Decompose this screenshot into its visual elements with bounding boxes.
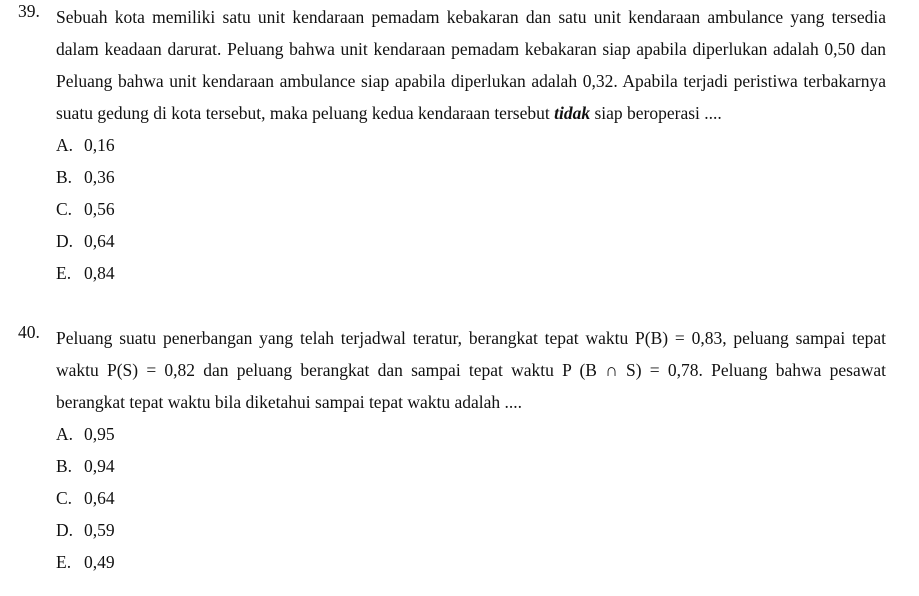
option-value: 0,64 (84, 231, 115, 251)
option-letter: A. (56, 424, 74, 444)
option-d[interactable] (56, 225, 886, 257)
option-letter: E. (56, 263, 72, 283)
question-number: 39. (18, 1, 40, 21)
option-letter: D. (56, 231, 74, 251)
option-value: 0,16 (84, 135, 115, 155)
option-e[interactable] (56, 257, 886, 289)
option-value: 0,36 (84, 167, 115, 187)
option-b[interactable] (56, 450, 886, 482)
question-number: 40. (18, 322, 40, 342)
question-40 (18, 322, 886, 596)
option-b[interactable] (56, 161, 886, 193)
option-letter: C. (56, 199, 73, 219)
option-value: 0,94 (84, 456, 115, 476)
option-letter: B. (56, 456, 73, 476)
option-value: 0,64 (84, 488, 115, 508)
option-value: 0,95 (84, 424, 115, 444)
option-c[interactable] (56, 193, 886, 225)
question-39 (18, 1, 886, 307)
option-letter: A. (56, 135, 74, 155)
question-text: Peluang suatu penerbangan yang telah terjadwal teratur, berangkat tepat waktu P(B) = 0,83, peluang sampai tepat waktu P(S) = 0,82 dan peluang berangkat dan sampai tepat waktu P (B ∩ S) = 0,78. Peluang bahwa pesawat berangkat tepat waktu bila diketahui sampai tepat waktu adalah .... (56, 328, 886, 412)
answer-options (56, 129, 886, 289)
option-d[interactable] (56, 514, 886, 546)
option-letter: C. (56, 488, 73, 508)
question-text-part: Sebuah kota memiliki satu unit kendaraan pemadam kebakaran dan satu unit kendaraan ambulance yang tersedia dalam keadaan darurat. Peluang bahwa unit kendaraan pemadam kebakaran siap apabila diperlukan adalah 0,50 dan Peluang bahwa unit kendaraan ambulance siap apabila diperlukan adalah 0,32. Apabila terjadi peristiwa terbakarnya suatu gedung di kota tersebut, maka peluang kedua kendaraan tersebut (56, 7, 886, 123)
question-emphasis: tidak (554, 103, 591, 123)
option-value: 0,84 (84, 263, 115, 283)
option-a[interactable] (56, 129, 886, 161)
option-c[interactable] (56, 482, 886, 514)
question-text (56, 1, 886, 129)
option-letter: D. (56, 520, 74, 540)
question-text-part: siap beroperasi .... (590, 103, 722, 123)
option-value: 0,49 (84, 552, 115, 572)
answer-options (56, 418, 886, 578)
option-letter: E. (56, 552, 72, 572)
option-e[interactable] (56, 546, 886, 578)
option-value: 0,59 (84, 520, 115, 540)
option-value: 0,56 (84, 199, 115, 219)
option-a[interactable] (56, 418, 886, 450)
option-letter: B. (56, 167, 73, 187)
